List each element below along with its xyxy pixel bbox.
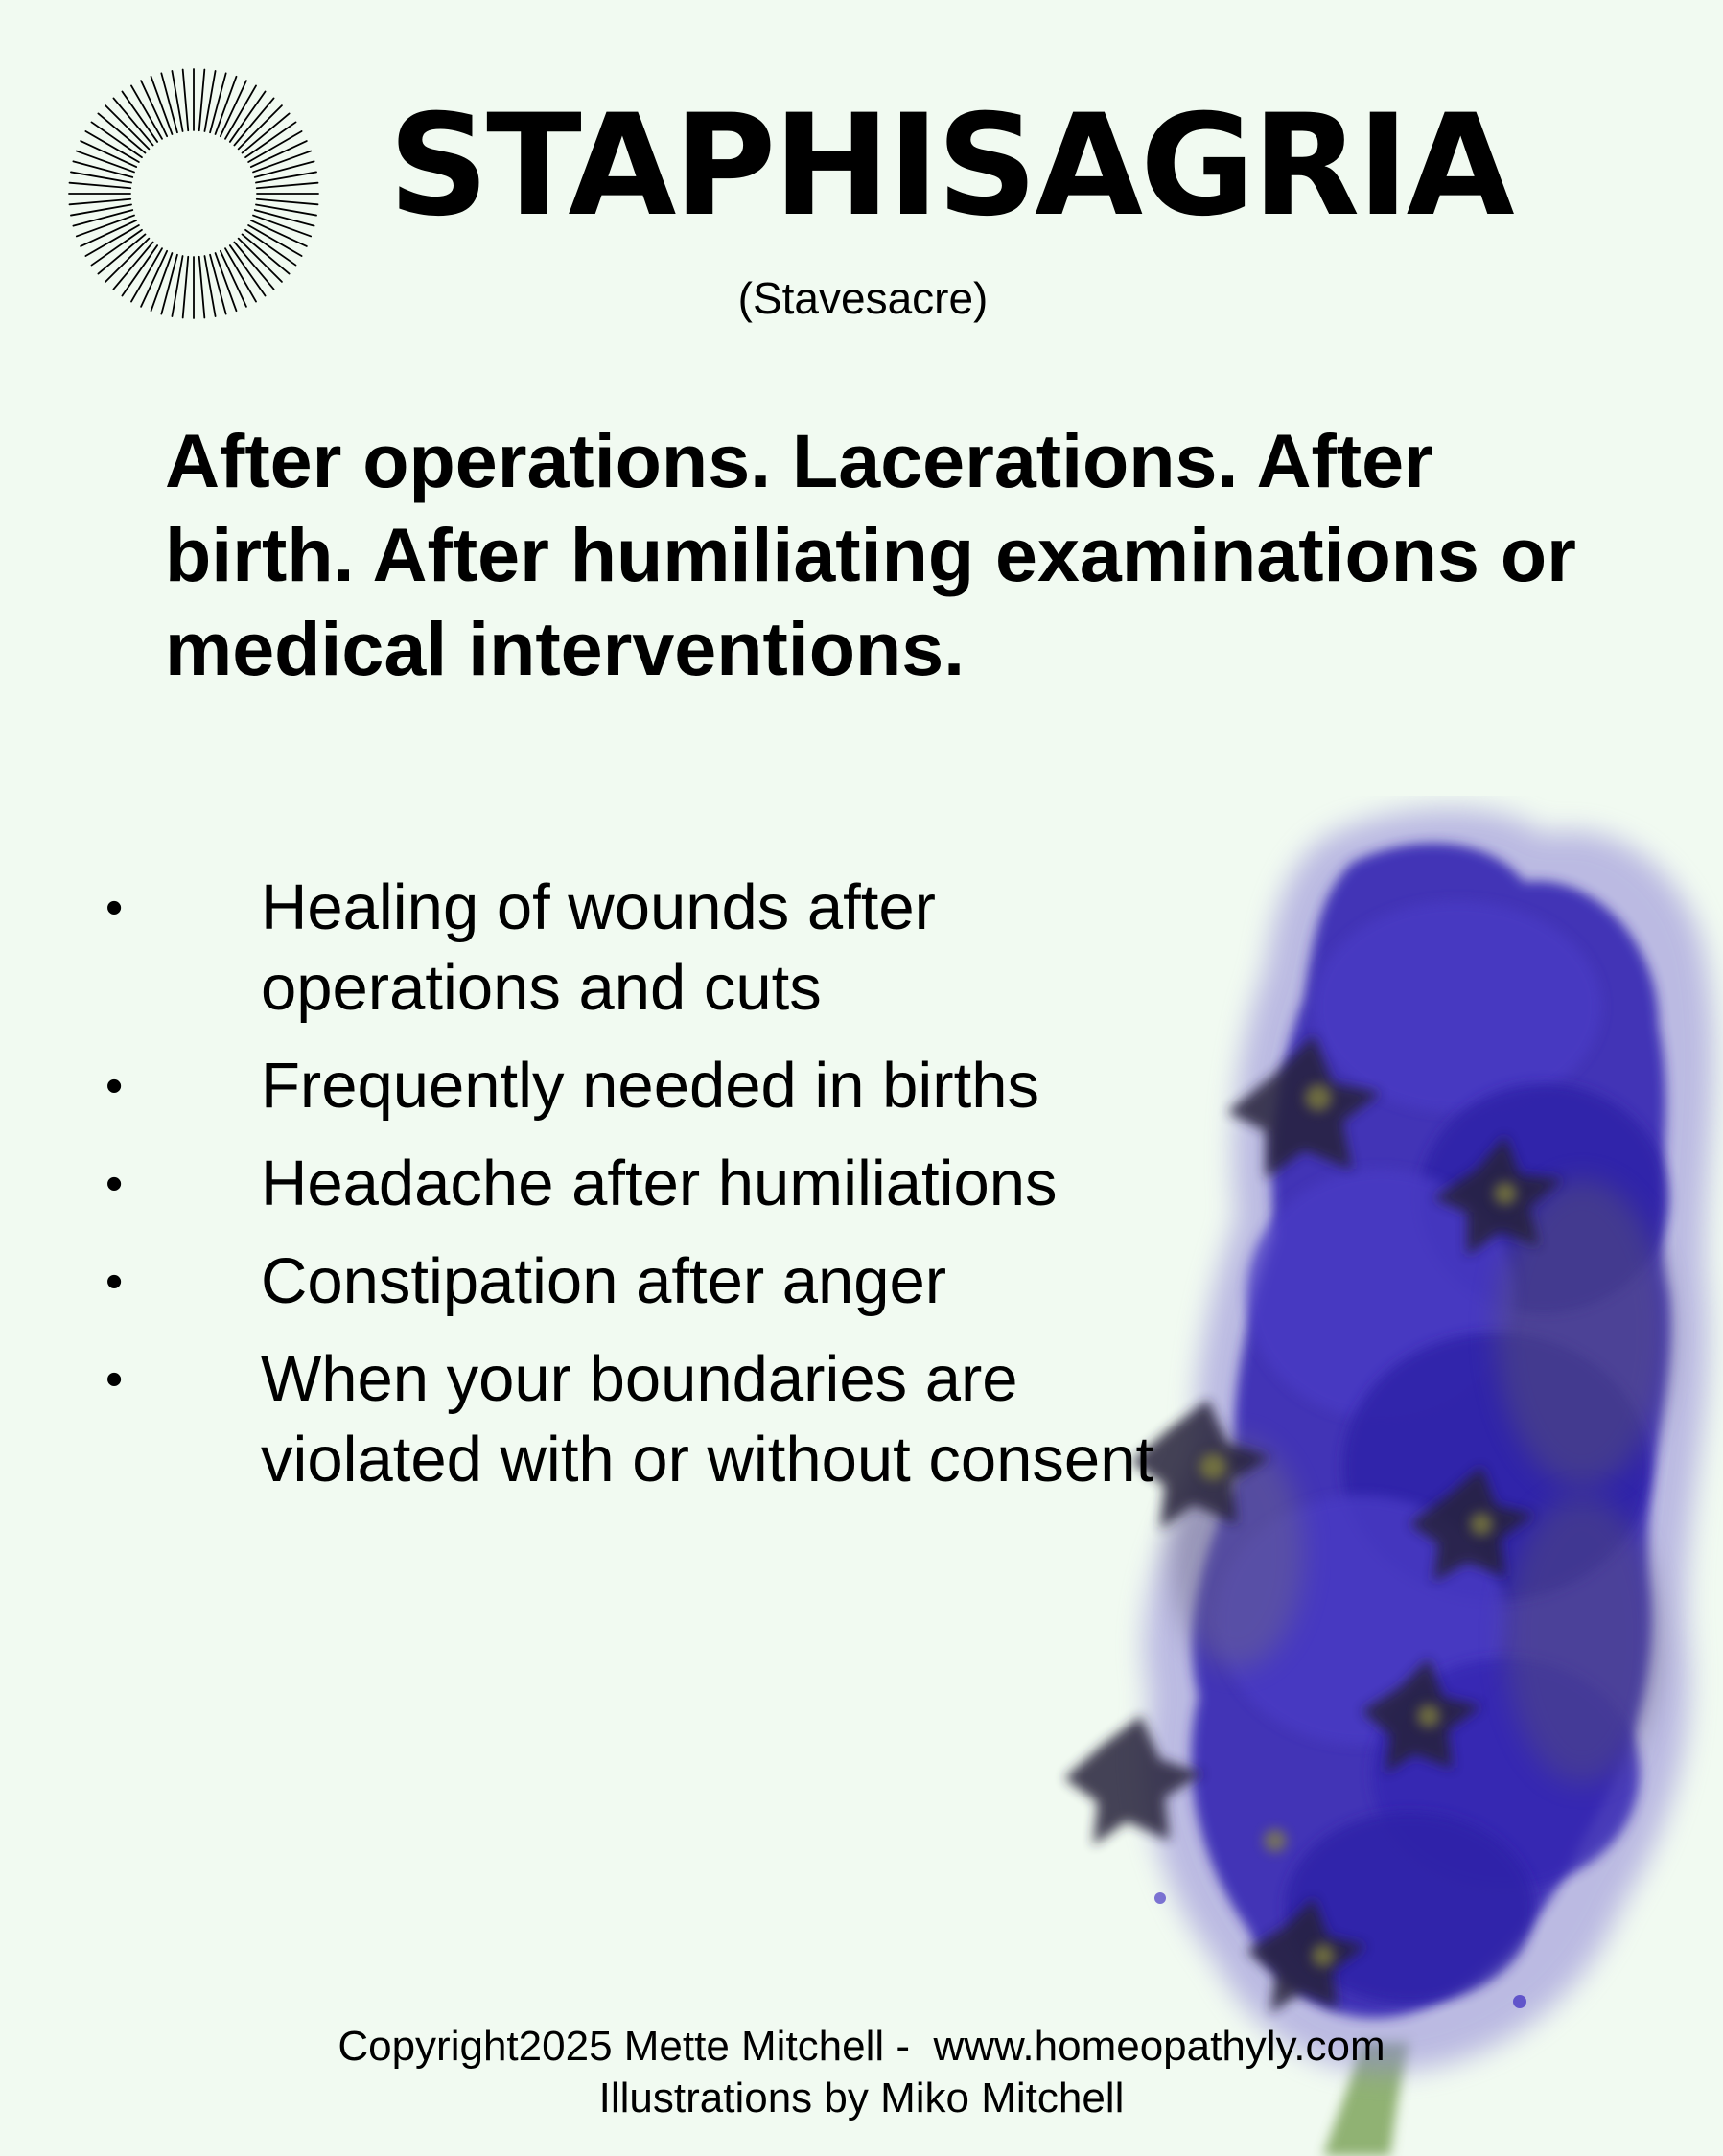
sun-ray: [204, 256, 215, 316]
intro-text: After operations. Lacerations. After birth. After humiliating examinations or medical interventions.: [165, 418, 1576, 691]
sun-ray: [234, 98, 273, 145]
sun-ray: [183, 69, 189, 130]
symptom-list: [105, 868, 1208, 1518]
sun-ray: [172, 71, 182, 131]
sun-ray: [69, 199, 130, 205]
sun-ray: [255, 161, 314, 177]
sun-ray: [71, 204, 131, 215]
sun-ray: [98, 113, 145, 152]
page-title: STAPHISAGRIA: [388, 84, 1512, 247]
sun-ray: [243, 113, 290, 152]
bullet-icon: •: [105, 1254, 124, 1310]
sun-ray: [210, 73, 226, 132]
sun-ray: [105, 239, 149, 282]
sun-ray: [172, 256, 182, 316]
list-item: [105, 1241, 1208, 1322]
sun-ray: [234, 243, 273, 290]
symptom-text: Headache after humiliations: [261, 1148, 1058, 1219]
sun-ray: [161, 73, 177, 132]
bullet-icon: •: [105, 1156, 124, 1212]
sun-ray: [183, 257, 189, 318]
sun-ray: [257, 183, 318, 189]
sun-ray: [255, 210, 314, 226]
sun-ray: [71, 172, 131, 182]
list-item: [105, 1046, 1208, 1126]
sun-ray: [204, 71, 215, 131]
footer: [0, 2021, 1723, 2124]
sun-ray: [256, 204, 316, 215]
sun-ray: [199, 257, 205, 318]
sun-ray: [73, 161, 132, 177]
page-subtitle: (Stavesacre): [737, 273, 989, 323]
symptom-text: When your boundaries are violated with or without consent: [261, 1343, 1154, 1495]
illustration-credit: Illustrations by Miko Mitchell: [598, 2075, 1125, 2121]
list-item: [105, 1144, 1208, 1224]
sun-ray: [73, 210, 132, 226]
symptom-text: Frequently needed in births: [261, 1050, 1039, 1122]
sun-ray: [243, 234, 290, 273]
sun-ray: [239, 239, 282, 282]
symptom-text: Healing of wounds after operations and cuts: [261, 871, 936, 1024]
sun-ray: [161, 255, 177, 314]
bullet-icon: •: [105, 880, 124, 936]
sun-ray: [210, 255, 226, 314]
copyright-text: Copyright2025 Mette Mitchell - www.homeopathyly.com: [338, 2023, 1385, 2070]
sun-ray: [105, 105, 149, 149]
sun-ray: [199, 69, 205, 130]
symptom-text: Constipation after anger: [261, 1245, 947, 1317]
bullet-icon: •: [105, 1352, 124, 1407]
sun-ray: [69, 183, 130, 189]
bullet-icon: •: [105, 1058, 124, 1114]
sun-ray: [113, 243, 152, 290]
sun-ray: [98, 234, 145, 273]
sun-ray: [113, 98, 152, 145]
list-item: [105, 868, 1208, 1029]
list-item: [105, 1339, 1208, 1500]
sun-ray: [257, 199, 318, 205]
sunburst-icon: [67, 67, 320, 320]
sun-ray: [239, 105, 282, 149]
sun-ray: [256, 172, 316, 182]
